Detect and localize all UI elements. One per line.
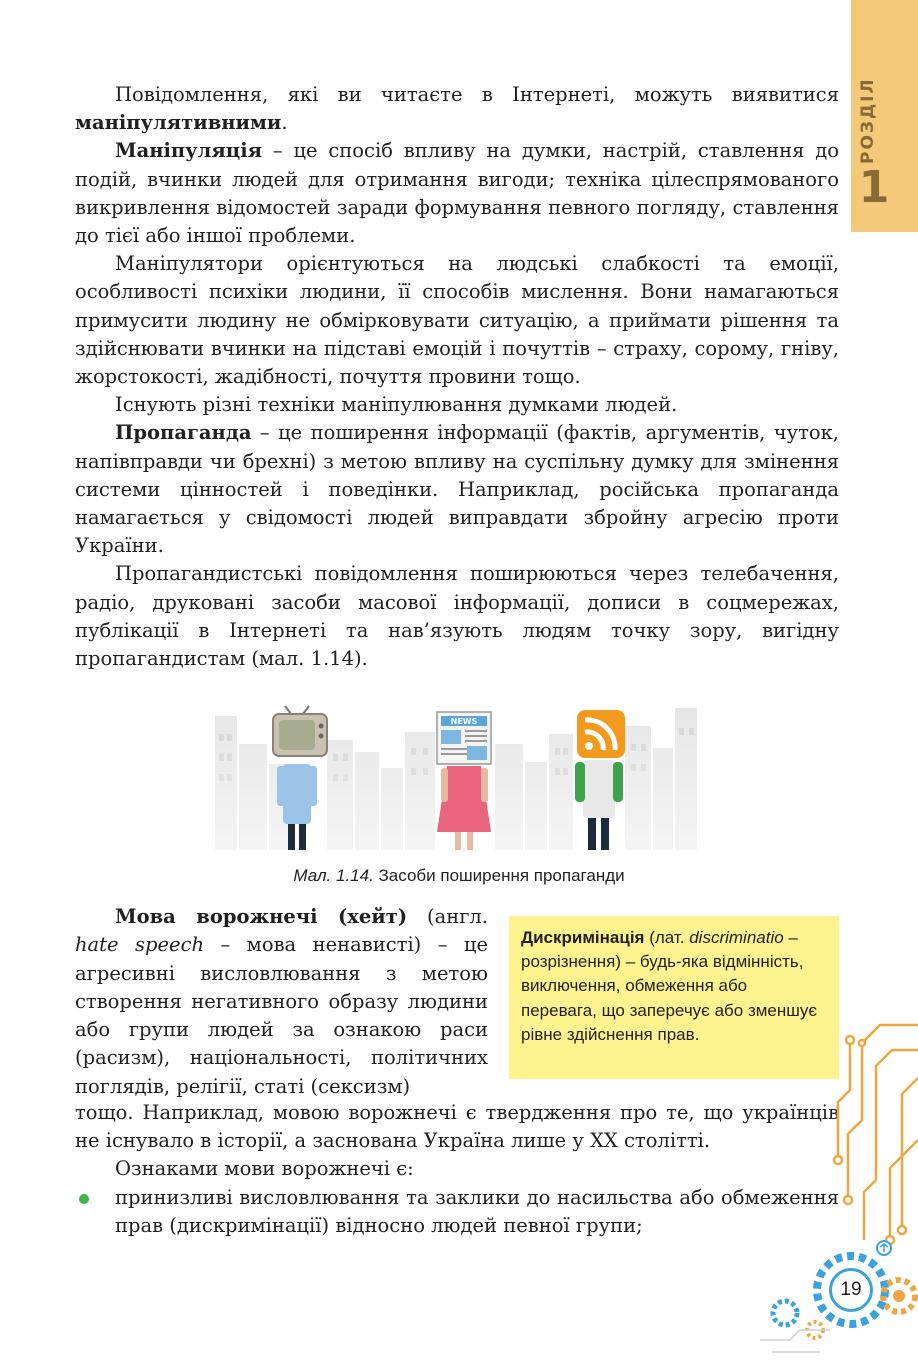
text-run: – це спосіб впливу на думки, настрій, ставлення до подій, вчинки людей для отримання вигоди; техніка цілеспрямованого викривлення відомостей заради формування певного погляду, ставлення до тієї або іншої проблеми. — [75, 139, 839, 248]
paragraph-propaganda-channels: Пропагандистські повідомлення поширюються через телебачення, радіо, друковані засоби масової інформації, дописи в соцмережах, публікації в Інтернеті та нав’язують людям точку зору, вигідну пропагандистам (мал. 1.14). — [75, 562, 839, 671]
caption-label: Мал. 1.14. — [293, 866, 374, 885]
paragraph-manipulators: Маніпулятори орієнтуються на людські слабкості та емоції, особливості психіки людини, її способів мислення. Вони намагаються примусити людину не обмірковувати ситуацію, а приймати рішення та здійснювати вчинки на підставі емоцій і почуттів – страху, сорому, гніву, жорстокості, жадібності, почуття провини тощо. — [75, 252, 839, 389]
page-number: 19 — [829, 1268, 873, 1312]
bold-term-propaganda: Пропаганда — [115, 421, 252, 445]
paragraph-hate-speech-example: тощо. Наприклад, мовою ворожнечі є твердження про те, що українців не існувало в історії, а заснована Україна лише у XX столітті. — [75, 1101, 839, 1153]
chapter-tab-number: 1 — [858, 162, 890, 213]
bold-term-manipulation: Маніпуляція — [115, 139, 263, 163]
bold-term-discrimination: Дискримінація — [521, 928, 645, 947]
chapter-tab-label: РОЗДІЛ — [858, 77, 878, 164]
italic-latin-term: discriminatio — [689, 928, 784, 947]
circuit-nodes — [834, 1036, 906, 1244]
paragraph-signs-intro: Ознаками мови ворожнечі є: — [115, 1157, 414, 1181]
paragraph-techniques: Існують різні техніки маніпулювання думками людей. — [115, 393, 678, 417]
caption-text: Засоби поширення пропаганди — [373, 866, 625, 885]
text-run: – це поширення інформації (фактів, аргументів, чуток, напівправди чи брехні) з метою впливу на суспільну думку для змінення системи цінностей і поведінки. Наприклад, російська пропаганда намагається у свідомості людей виправдати збройну агресію проти України. — [75, 421, 839, 558]
text-run: – розрізнення) – будь-яка відмінність, виключення, обмеження або перевага, що заперечує або зменшує рівне здійснення прав. — [521, 928, 818, 1044]
text-run: (лат. — [644, 928, 690, 947]
circuit-lines — [838, 1025, 918, 1240]
text-run: – мова ненависті) – це агресивні висловлювання з метою створення негативного образу людини або групи людей за ознакою раси (расизм), національності, політичних поглядів, релігії, статі (сексизм) — [75, 933, 488, 1098]
bold-term-manipulative: маніпулятивними — [75, 111, 282, 135]
newspaper-label: NEWS — [450, 717, 478, 726]
small-circuit-lines — [760, 1330, 830, 1352]
bold-term-hate-speech: Мова ворожнечі (хейт) — [115, 905, 408, 928]
text-run: Повідомлення, які ви читаєте в Інтернеті, можуть виявитися — [115, 83, 839, 106]
italic-english-term: hate speech — [75, 933, 205, 957]
text-run: (англ. — [407, 905, 489, 928]
bullet-item-1: принизливі висловлювання та заклики до насильства або обмеження прав (дискримінації) відносно людей певної групи; — [115, 1186, 839, 1238]
text-run: . — [281, 111, 288, 135]
